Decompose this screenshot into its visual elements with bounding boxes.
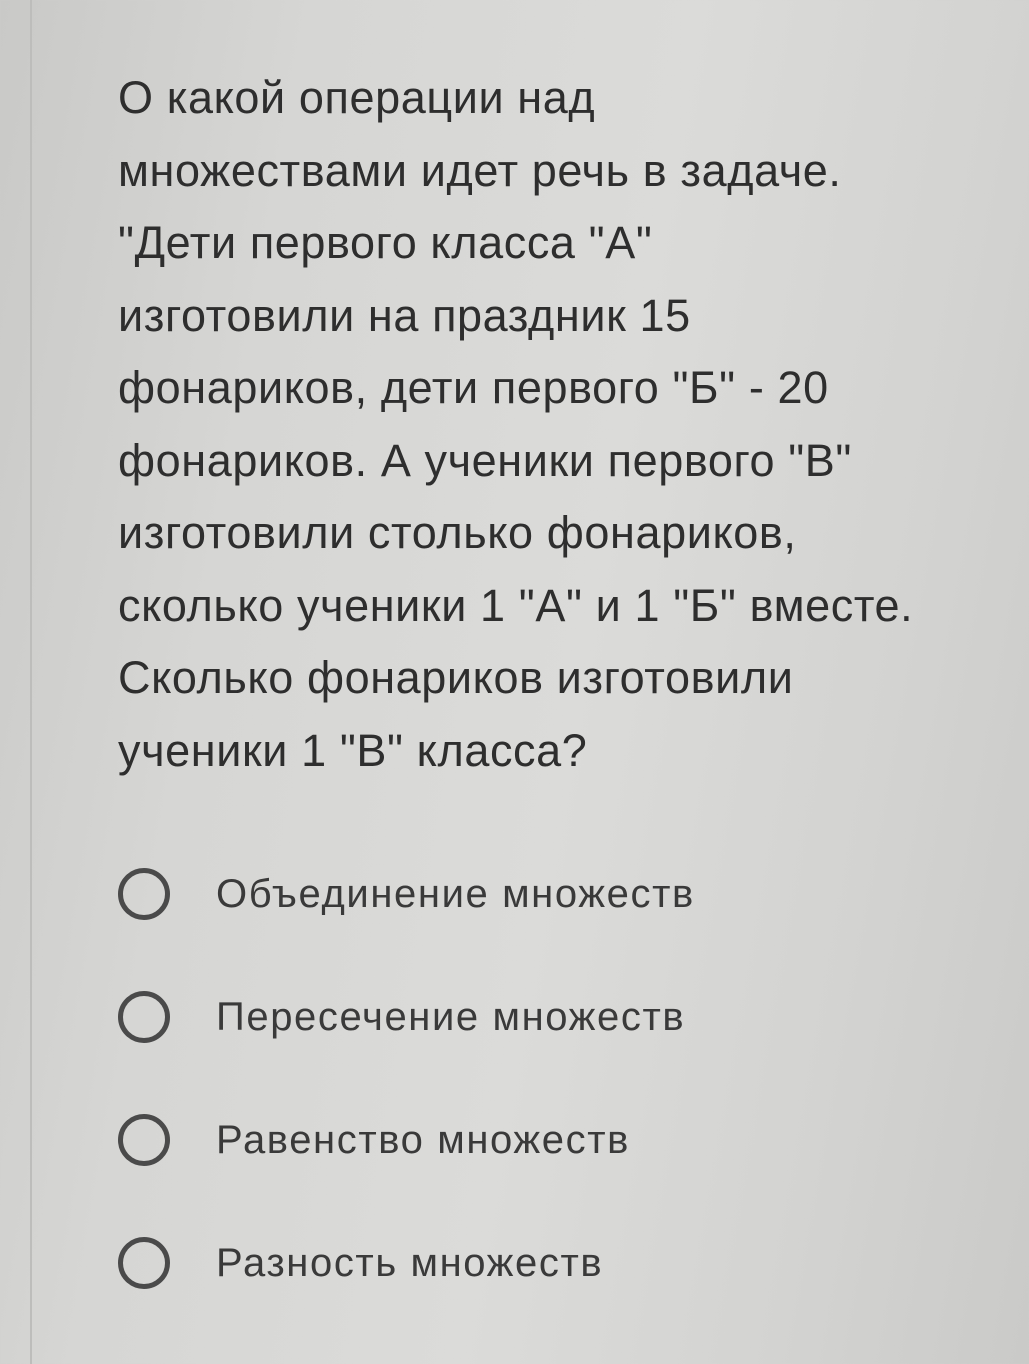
question-line: ученики 1 "В" класса? — [118, 724, 588, 776]
radio-button[interactable] — [118, 991, 170, 1043]
question-line: изготовили на праздник 15 — [118, 289, 691, 341]
radio-button[interactable] — [118, 868, 170, 920]
question-line: фонариков, дети первого "Б" - 20 — [118, 362, 829, 413]
option-equality[interactable] — [118, 1108, 998, 1172]
option-label: Объединение множеств — [216, 871, 695, 916]
radio-button[interactable] — [118, 1114, 170, 1166]
option-difference[interactable] — [118, 1231, 998, 1295]
question-line: сколько ученики 1 "А" и 1 "Б" вместе. — [118, 579, 914, 631]
option-intersection[interactable] — [118, 985, 998, 1049]
option-label: Разность множеств — [216, 1240, 604, 1285]
question-text — [118, 62, 998, 787]
question-line: Сколько фонариков изготовили — [118, 652, 794, 703]
option-label: Равенство множеств — [216, 1117, 630, 1162]
option-label: Пересечение множеств — [216, 994, 686, 1039]
card-left-border — [30, 0, 32, 1364]
question-line: фонариков. А ученики первого "В" — [118, 434, 852, 486]
answer-options — [118, 862, 998, 1354]
radio-button[interactable] — [118, 1237, 170, 1289]
option-union[interactable] — [118, 862, 998, 926]
question-line: множествами идет речь в задаче. — [118, 144, 842, 196]
question-line: О какой операции над — [118, 72, 596, 123]
question-line: "Дети первого класса "А" — [118, 217, 653, 268]
question-line: изготовили столько фонариков, — [118, 507, 797, 558]
